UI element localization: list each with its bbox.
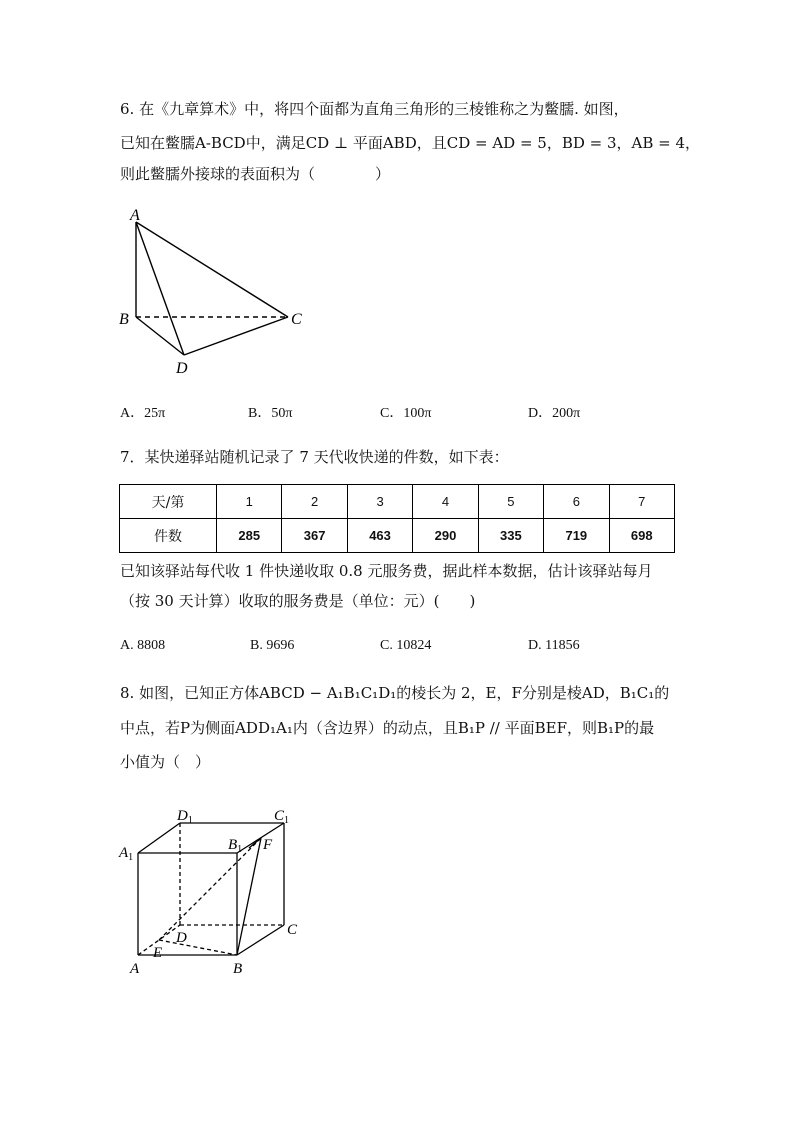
table-cell-count: 463 — [347, 519, 412, 553]
table-cell-day: 5 — [478, 485, 543, 519]
table-cell-day: 4 — [413, 485, 478, 519]
edge-bc — [237, 925, 284, 955]
q8-cube-figure — [112, 803, 312, 983]
vertex-label-c1: $C_1$ — [274, 808, 290, 826]
q7-option-c[interactable]: C. 10824 — [380, 638, 432, 653]
vertex-label-a: A — [130, 207, 140, 224]
segment-bf — [237, 838, 261, 955]
edge-ac — [136, 222, 288, 317]
edge-dc — [184, 317, 288, 355]
q7-parcel-table — [119, 484, 675, 553]
vertex-label-b: B — [119, 311, 129, 328]
table-cell-day: 3 — [347, 485, 412, 519]
edge-ad — [136, 222, 184, 355]
vertex-label-b1: $B_1$ — [228, 837, 243, 855]
q7-option-b[interactable]: B. 9696 — [250, 638, 295, 653]
q6-option-b[interactable]: B．50π — [248, 406, 293, 421]
q6-tetrahedron-figure — [110, 200, 330, 375]
q8-text-line-2: 中点，若P为侧面ADD₁A₁内（含边界）的动点，且B₁P // 平面BEF，则B₁P的最 — [120, 719, 655, 737]
vertex-label-c: C — [287, 922, 298, 938]
table-header-label: 天/第 — [120, 485, 217, 519]
segment-eb-hidden — [159, 940, 237, 955]
vertex-label-d: D — [176, 360, 188, 375]
table-cell-day: 2 — [282, 485, 347, 519]
table-cell-count: 719 — [544, 519, 609, 553]
q7-text-line-2: 已知该驿站每代收 1 件快递收取 0.8 元服务费，据此样本数据，估计该驿站每月 — [120, 562, 653, 580]
q6-option-a[interactable]: A．25π — [120, 406, 166, 421]
q7-option-a[interactable]: A. 8808 — [120, 638, 166, 653]
q8-text-line-3: 小值为（ ） — [120, 753, 211, 771]
q6-text-line-2: 已知在鳖臑A-BCD中，满足CD ⊥ 平面ABD，且CD = AD = 5，BD = 3，AB = 4， — [120, 134, 701, 152]
q6-option-c[interactable]: C．100π — [380, 406, 432, 421]
q7-option-d[interactable]: D. 11856 — [528, 638, 580, 653]
q7-text-line-3: （按 30 天计算）收取的服务费是（单位：元）( ) — [120, 592, 476, 610]
table-cell-day: 7 — [609, 485, 674, 519]
table-row — [120, 519, 675, 553]
table-cell-count: 285 — [217, 519, 282, 553]
q8-text-line-1: 8. 如图，已知正方体ABCD − A₁B₁C₁D₁的棱长为 2，E，F分别是棱AD，B₁C₁的 — [120, 684, 670, 702]
point-label-e: E — [153, 945, 163, 961]
table-cell-count: 698 — [609, 519, 674, 553]
table-cell-day: 6 — [544, 485, 609, 519]
edge-a1d1 — [138, 823, 180, 853]
q6-text-line-1: 6. 在《九章算术》中，将四个面都为直角三角形的三棱锥称之为鳖臑. 如图， — [120, 100, 629, 118]
vertex-label-d: D — [176, 930, 187, 946]
vertex-label-b: B — [233, 961, 243, 977]
vertex-label-a: A — [130, 961, 140, 977]
table-cell-count: 335 — [478, 519, 543, 553]
table-cell-count: 290 — [413, 519, 478, 553]
q6-option-d[interactable]: D．200π — [528, 406, 581, 421]
table-cell-day: 1 — [217, 485, 282, 519]
table-row — [120, 485, 675, 519]
q7-text-line-1: 7．某快递驿站随机记录了 7 天代收快递的件数，如下表： — [120, 448, 509, 466]
vertex-label-c: C — [291, 311, 302, 328]
vertex-label-d1: $D_1$ — [177, 808, 193, 826]
table-cell-count: 367 — [282, 519, 347, 553]
table-row-label: 件数 — [120, 519, 217, 553]
q6-text-line-3: 则此鳖臑外接球的表面积为（ ） — [120, 165, 391, 183]
point-label-f: F — [263, 837, 273, 853]
vertex-label-a1: $A_1$ — [119, 845, 134, 863]
